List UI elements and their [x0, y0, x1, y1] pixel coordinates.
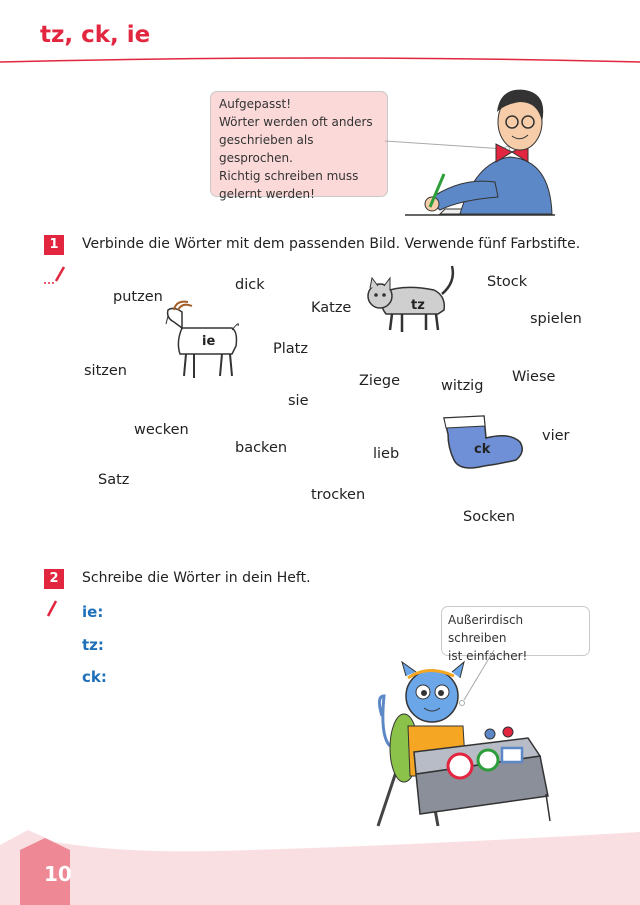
- writing-line-label: ie:: [82, 603, 104, 621]
- word: dick: [235, 277, 265, 293]
- word: Satz: [98, 472, 130, 488]
- word: spielen: [530, 311, 582, 327]
- word: witzig: [441, 378, 484, 394]
- pencil-icon: [42, 598, 62, 620]
- task-2-number: 2: [44, 569, 64, 589]
- page-title: tz, ck, ie: [40, 22, 151, 48]
- cat-label: tz: [411, 298, 425, 313]
- word: Wiese: [512, 369, 556, 385]
- bubble-line: geschrieben als gesprochen.: [219, 133, 314, 165]
- word: Ziege: [359, 373, 401, 389]
- task-2-instruction: Schreibe die Wörter in dein Heft.: [82, 570, 311, 586]
- word: sitzen: [84, 363, 127, 379]
- word: Katze: [311, 300, 352, 316]
- bubble-line: Aufgepasst!: [219, 97, 292, 111]
- page-number: 10: [44, 862, 72, 886]
- task-1-instruction: Verbinde die Wörter mit dem passenden Bild. Verwende fünf Farbstifte.: [82, 236, 581, 252]
- word: vier: [542, 428, 570, 444]
- word: sie: [288, 393, 309, 409]
- word: lieb: [373, 446, 400, 462]
- alien-illustration: [368, 656, 558, 831]
- teacher-illustration: [400, 82, 560, 217]
- word: trocken: [311, 487, 366, 503]
- bubble-line: ist einfacher!: [448, 649, 528, 663]
- bubble-line: gelernt werden!: [219, 187, 315, 201]
- sock-label: ck: [474, 442, 491, 457]
- bubble-line: Richtig schreiben muss: [219, 169, 359, 183]
- word: putzen: [113, 289, 163, 305]
- word: Stock: [487, 274, 528, 290]
- title-underline: [0, 54, 640, 74]
- bubble-line: Außerirdisch schreiben: [448, 613, 524, 645]
- word: Socken: [463, 509, 516, 525]
- writing-line-label: ck:: [82, 668, 107, 686]
- word: Platz: [273, 341, 308, 357]
- alien-speech-bubble: [441, 606, 590, 663]
- word: backen: [235, 440, 288, 456]
- goat-label: ie: [202, 334, 216, 349]
- word: wecken: [134, 422, 189, 438]
- writing-line-label: tz:: [82, 636, 104, 654]
- teacher-speech-bubble: [210, 91, 388, 201]
- bubble-line: Wörter werden oft anders: [219, 115, 373, 129]
- task-1-number: 1: [44, 235, 64, 255]
- pencil-icon: [42, 265, 68, 287]
